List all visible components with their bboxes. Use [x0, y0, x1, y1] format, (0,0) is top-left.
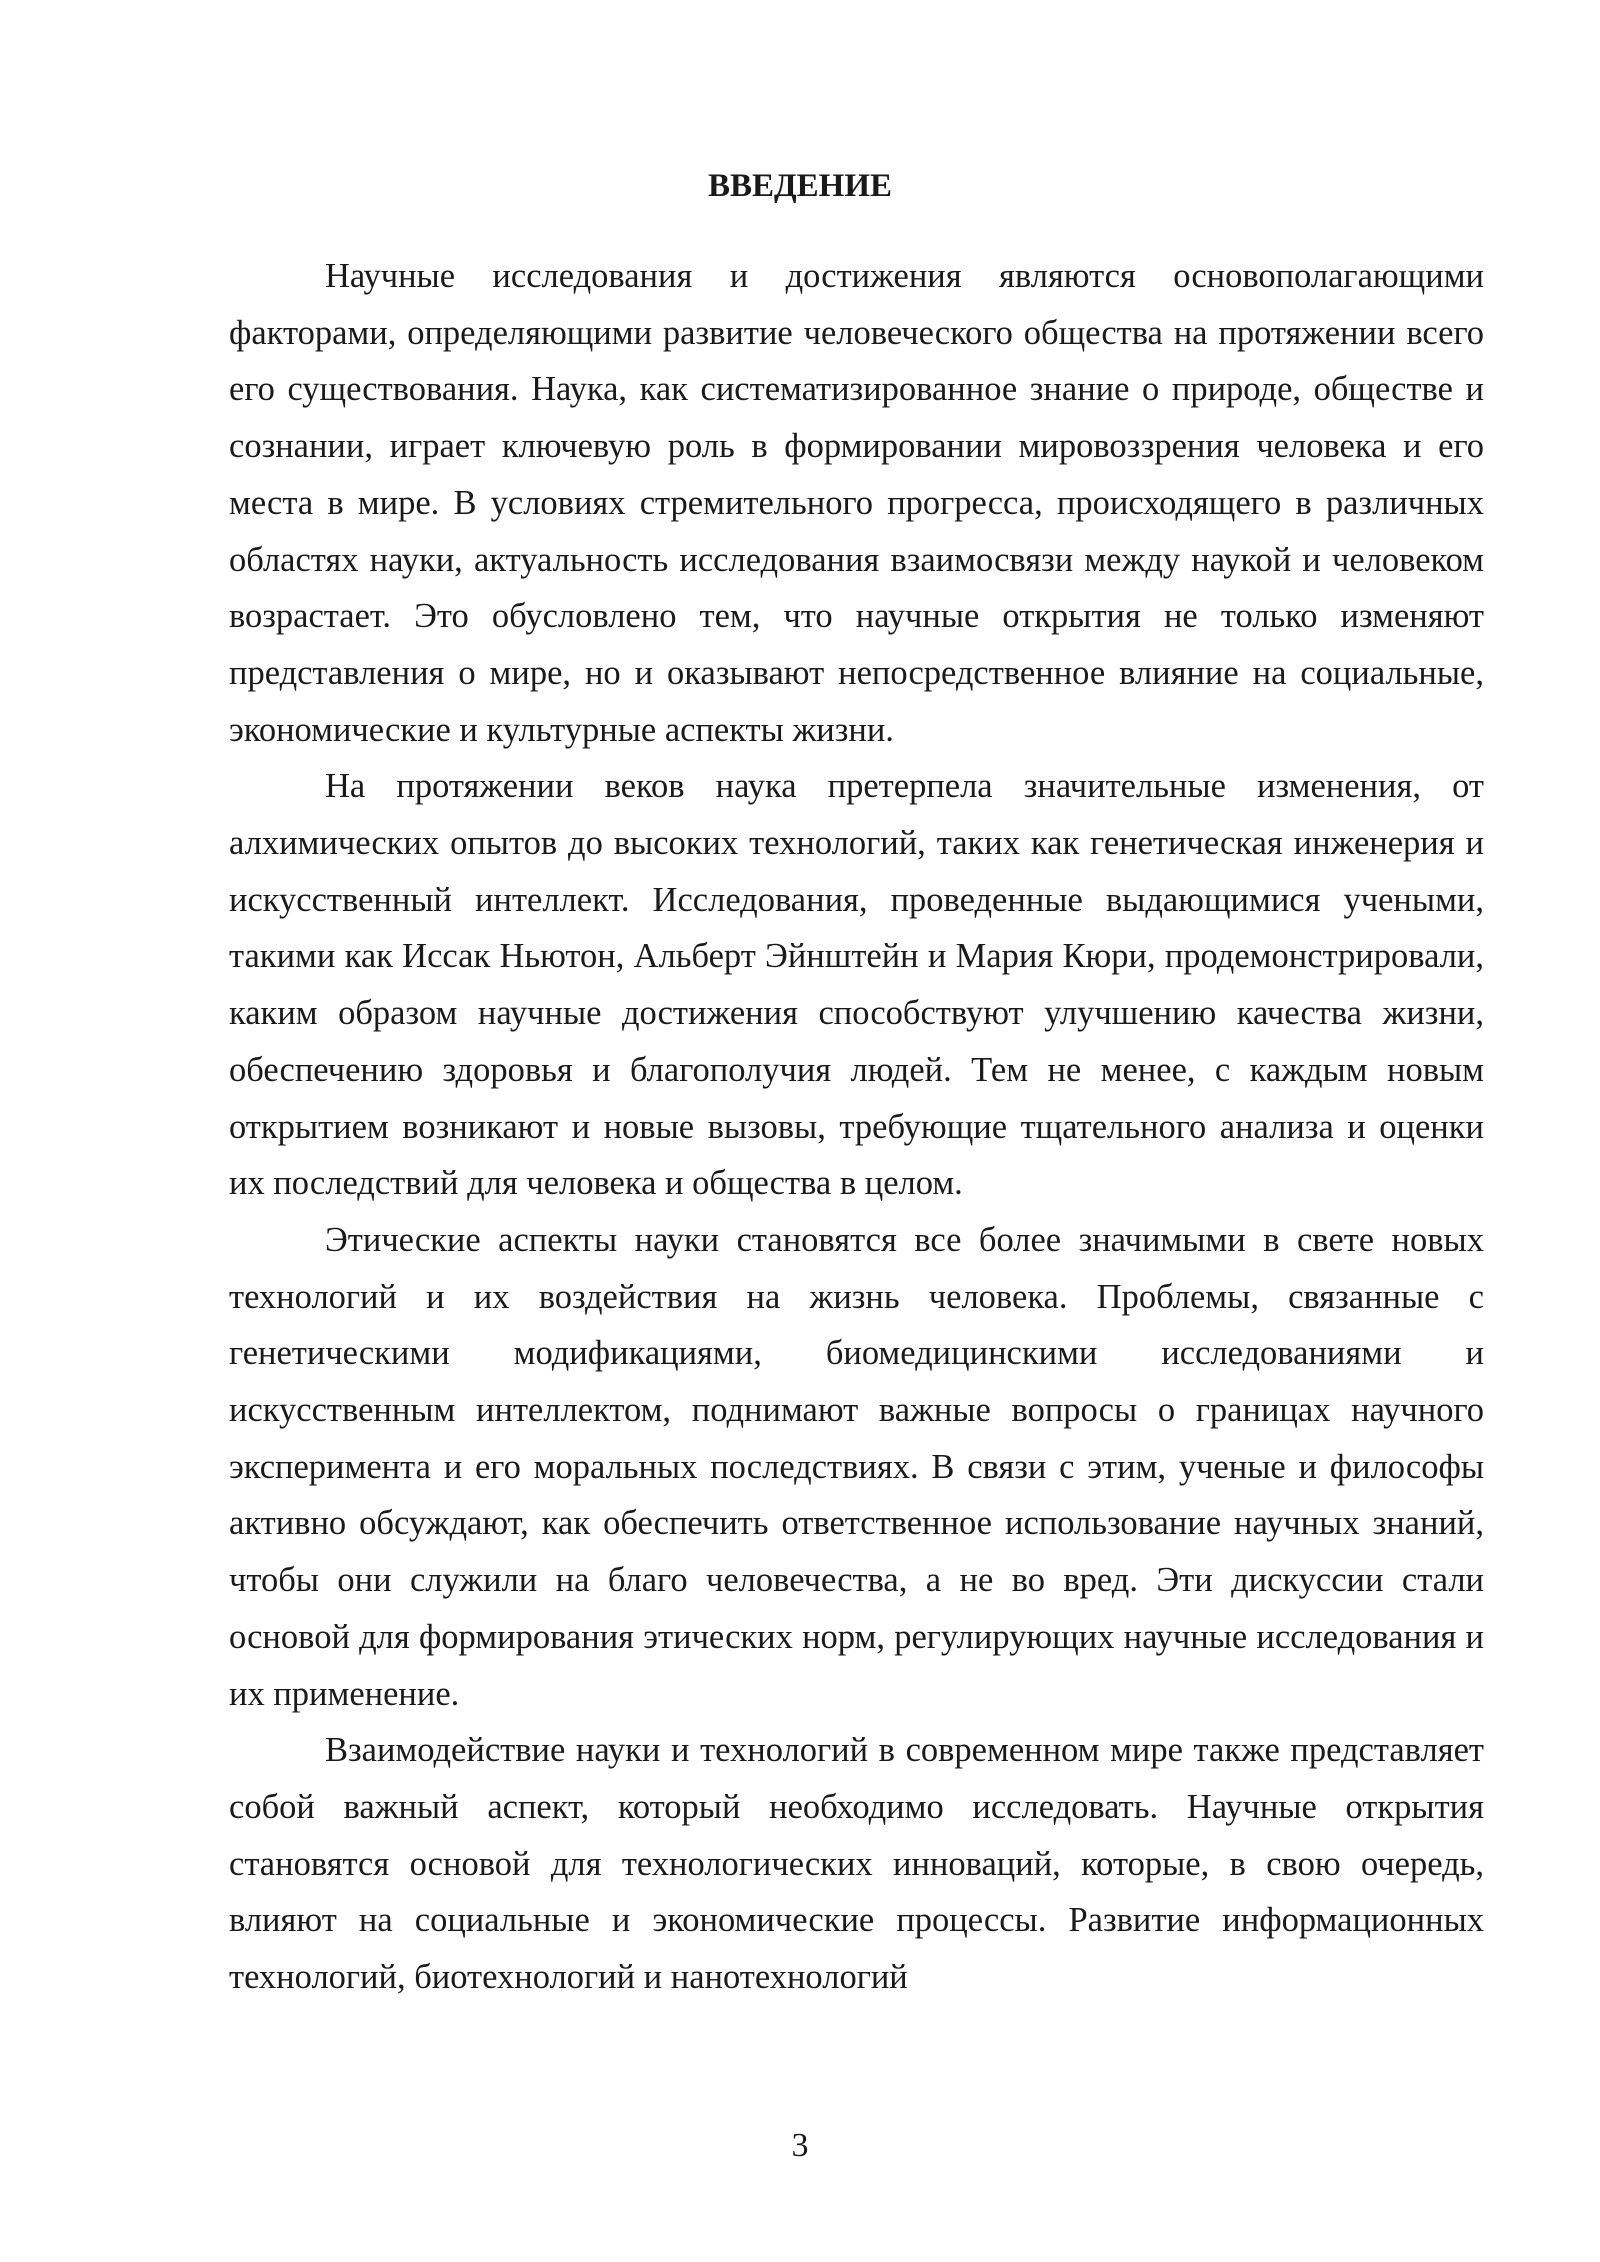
paragraph-3: Этические аспекты науки становятся все более значимыми в свете новых технологий и их воздействия на жизнь человека. Проблемы, связанные с генетическими модификациями, биомедицинскими исследованиями и искусственным интеллектом, поднимают важные вопросы о границах научного эксперимента и его моральных последствиях. В связи с этим, ученые и философы активно обсуждают, как обеспечить ответственное использование научных знаний, чтобы они служили на благо человечества, а не во вред. Эти дискуссии стали основой для формирования этических норм, регулирующих научные исследования и их применение. [229, 1220, 1484, 1713]
paragraph-2: На протяжении веков наука претерпела значительные изменения, от алхимических опытов до высоких технологий, таких как генетическая инженерия и искусственный интеллект. Исследования, проведенные выдающимися учеными, такими как Иссак Ньютон, Альберт Эйнштейн и Мария Кюри, продемонстрировали, каким образом научные достижения способствуют улучшению качества жизни, обеспечению здоровья и благополучия людей. Тем не менее, с каждым новым открытием возникают и новые вызовы, требующие тщательного анализа и оценки их последствий для человека и общества в целом. [229, 767, 1484, 1203]
body-text [229, 248, 1484, 2006]
paragraph-1: Научные исследования и достижения являются основополагающими факторами, определяющими развитие человеческого общества на протяжении всего его существования. Наука, как систематизированное знание о природе, обществе и сознании, играет ключевую роль в формировании мировоззрения человека и его места в мире. В условиях стремительного прогресса, происходящего в различных областях науки, актуальность исследования взаимосвязи между наукой и человеком возрастает. Это обусловлено тем, что научные открытия не только изменяют представления о мире, но и оказывают непосредственное влияние на социальные, экономические и культурные аспекты жизни. [229, 257, 1484, 749]
paragraph-4: Взаимодействие науки и технологий в современном мире также представляет собой важный аспект, который необходимо исследовать. Научные открытия становятся основой для технологических инноваций, которые, в свою очередь, влияют на социальные и экономические процессы. Развитие информационных технологий, биотехнологий и нанотехнологий [229, 1731, 1484, 1997]
page-heading: ВВЕДЕНИЕ [707, 168, 893, 204]
page-number: 3 [791, 2127, 809, 2164]
